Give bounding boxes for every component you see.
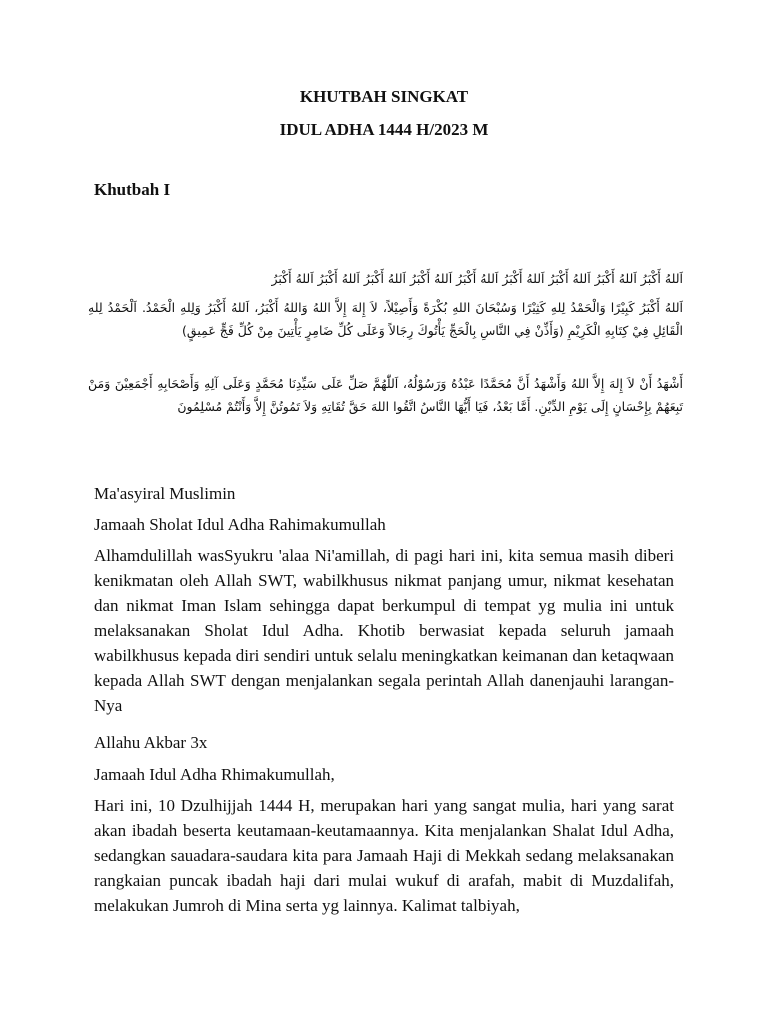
salutation-jamaah-2: Jamaah Idul Adha Rhimakumullah,	[94, 765, 335, 784]
body-paragraph-1: Alhamdulillah wasSyukru 'alaa Ni'amillah, di pagi hari ini, kita semua masih diberi kenikmatan oleh Allah SWT, wabilkhusus nikmat panjang umur, nikmat kesehatan dan nikmat Iman Islam sehingga dapat berkumpul di tempat yg mulia ini untuk melaksanakan Sholat Idul Adha. Khotib berwasiat kepada seluruh jamaah wabilkhusus kepada diri sendiri untuk selalu meningkatkan keimanan dan ketaqwaan kepada Allah SWT dengan menjalankan segala perintah Allah danenjauhi larangan-Nya	[94, 546, 674, 715]
section-heading: Khutbah I	[94, 180, 171, 199]
body-paragraph-2: Hari ini, 10 Dzulhijjah 1444 H, merupakan hari yang sangat mulia, hari yang sarat akan ibadah beserta keutamaan-keutamaannya. Kita menjalankan Shalat Idul Adha, sedangkan sauadara-saudara kita para Jamaah Haji di Mekkah sedang melaksanakan rangkaian puncak ibadah haji dari mulai wukuf di arafah, mabit di Muzdalifah, melakukan Jumroh di Mina serta yg lainnya. Kalimat talbiyah,	[94, 796, 674, 915]
salutation-jamaah: Jamaah Sholat Idul Adha Rahimakumullah	[94, 515, 386, 534]
document-title	[0, 86, 768, 152]
arabic-opening: اَللهُ أَكْبَرُ كَبِيْرًا وَالْحَمْدُ لِلهِ كَثِيْرًا وَسُبْحَانَ اللهِ بُكْرَةً وَأَصِيْلاً، لاَ إِلهَ إِلاَّ اللهُ وَاللهُ أَكْبَرُ، اَللهُ أَكْبَرُ وَلِلهِ الْحَمْدُ. اَلْحَمْدُ لِلهِ الْقَائِلِ فِيْ كِتَابِهِ الْكَرِيْمِ (وَأَذِّنْ فِي النَّاسِ بِالْحَجِّ يَأْتُوكَ رِجَالاً وَعَلَى كُلِّ ضَامِرٍ يَأْتِينَ مِنْ كُلِّ فَجٍّ عَمِيقٍ)	[88, 300, 683, 338]
title-line-1: KHUTBAH SINGKAT	[299, 87, 469, 106]
arabic-takbir: اَللهُ أَكْبَرُ اَللهُ أَكْبَرُ اَللهُ أَكْبَرُ اَللهُ أَكْبَرُ اَللهُ أَكْبَرُ اَللهُ أَكْبَرُ اَللهُ أَكْبَرُ اَللهُ أَكْبَرُ اَللهُ أَكْبَرُ	[271, 271, 683, 286]
title-line-2: IDUL ADHA 1444 H/2023 M	[279, 120, 489, 139]
arabic-shahada: أَشْهَدُ أَنْ لاَ إِلهَ إِلاَّ اللهُ وَأَشْهَدُ أَنَّ مُحَمَّدًا عَبْدُهُ وَرَسُوْلُهُ، اَللّٰهُمَّ صَلِّ عَلَى سَيِّدِنَا مُحَمَّدٍ وَعَلَى آلِهِ وَأَصْحَابِهِ أَجْمَعِيْنَ وَمَنْ تَبِعَهُمْ بِإِحْسَانٍ إِلَى يَوْمِ الدِّيْنِ. أَمَّا بَعْدُ، فَيَا أَيُّهَا النَّاسُ اتَّقُوا اللهَ حَقَّ تُقَاتِهِ وَلاَ تَمُوتُنَّ إِلاَّ وَأَنْتُمْ مُسْلِمُونَ	[88, 376, 683, 414]
salutation-muslimin: Ma'asyiral Muslimin	[94, 484, 236, 503]
takbir-note: Allahu Akbar 3x	[94, 733, 208, 752]
